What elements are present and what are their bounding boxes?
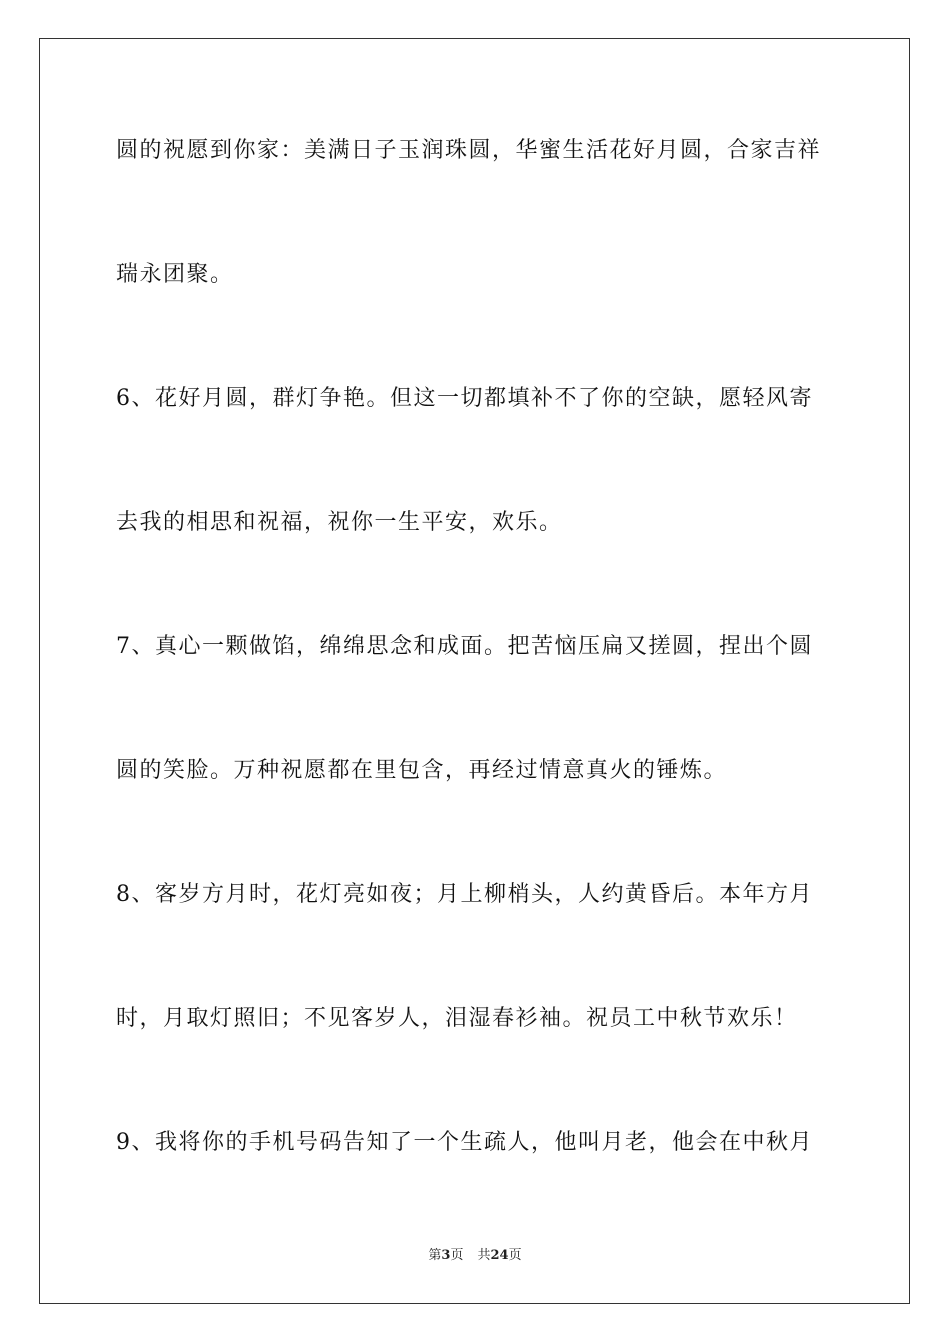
body-text-line: 6、花好月圆，群灯争艳。但这一切都填补不了你的空缺，愿轻风寄 — [116, 386, 813, 411]
page-number: 3 — [441, 1248, 451, 1263]
body-text-line: 7、真心一颗做馅，绵绵思念和成面。把苦恼压扁又搓圆，捏出个圆 — [116, 634, 813, 659]
body-text-line: 瑞永团聚。 — [116, 262, 234, 287]
body-text-line: 圆的笑脸。万种祝愿都在里包含，再经过情意真火的锤炼。 — [116, 758, 728, 783]
body-text-line: 去我的相思和祝福，祝你一生平安，欢乐。 — [116, 510, 563, 535]
total-pages-suffix: 页 — [508, 1248, 522, 1263]
body-text-line: 圆的祝愿到你家：美满日子玉润珠圆，华蜜生活花好月圆，合家吉祥 — [116, 138, 822, 163]
total-pages: 24 — [490, 1248, 509, 1263]
page-number-prefix: 第 — [428, 1248, 442, 1263]
body-text-line: 时，月取灯照旧；不见客岁人，泪湿春衫袖。祝员工中秋节欢乐！ — [116, 1006, 798, 1031]
total-pages-prefix: 共 — [477, 1248, 491, 1263]
page-number-suffix: 页 — [450, 1248, 464, 1263]
body-text-line: 8、客岁方月时，花灯亮如夜；月上柳梢头，人约黄昏后。本年方月 — [116, 882, 813, 907]
page-footer — [0, 1247, 950, 1265]
body-text-line: 9、我将你的手机号码告知了一个生疏人，他叫月老，他会在中秋月 — [116, 1130, 813, 1155]
page-frame — [39, 38, 910, 1304]
